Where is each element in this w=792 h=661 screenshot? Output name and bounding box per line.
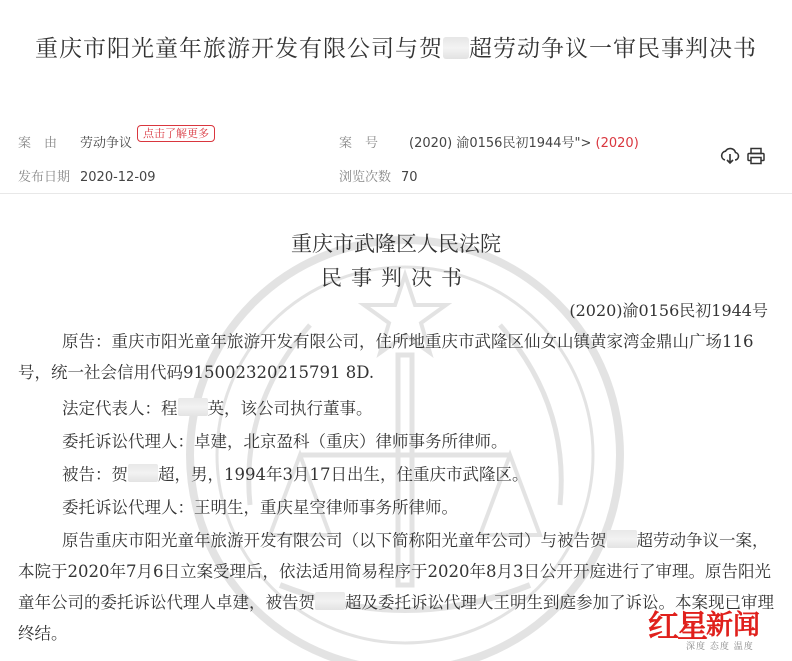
caseno-suffix: (2020) bbox=[595, 136, 639, 151]
title-part-2: 超劳动争议一审民事判决书 bbox=[469, 36, 757, 62]
cause-value: 劳动争议 bbox=[80, 136, 133, 151]
logo-slogan: 深度 态度 温度 bbox=[686, 642, 754, 652]
divider bbox=[0, 193, 792, 194]
legal-rep-b: 英，该公司执行董事。 bbox=[207, 399, 373, 418]
publisher-logo bbox=[648, 601, 788, 657]
caseno-value: (2020) 渝0156民初1944号"> bbox=[409, 136, 592, 151]
redacted-name bbox=[178, 398, 208, 416]
download-icon[interactable] bbox=[720, 146, 740, 166]
redacted-name bbox=[315, 592, 345, 610]
date-label: 发布日期 bbox=[18, 170, 71, 185]
defendant-paragraph bbox=[18, 459, 778, 490]
logo-brand-b: 新闻 bbox=[706, 610, 760, 640]
logo-brand-a: 红星 bbox=[648, 609, 706, 644]
cause-label: 案 由 bbox=[18, 136, 58, 151]
caseno-row bbox=[339, 132, 639, 151]
printer-icon[interactable] bbox=[746, 146, 766, 166]
legal-rep-a: 法定代表人：程 bbox=[62, 399, 178, 418]
cause-row bbox=[18, 132, 132, 151]
court-name: 重庆市武隆区人民法院 bbox=[291, 233, 501, 256]
redacted-name bbox=[607, 530, 637, 548]
date-value: 2020-12-09 bbox=[80, 170, 156, 185]
learn-more-link[interactable]: 点击了解更多 bbox=[137, 125, 215, 142]
plaintiff-agent-paragraph: 委托诉讼代理人：卓建，北京盈科（重庆）律师事务所律师。 bbox=[62, 432, 508, 451]
page-title bbox=[0, 30, 792, 63]
document-type: 民事判决书 bbox=[321, 267, 471, 290]
defendant-b: 超，男，1994年3月17日出生，住重庆市武隆区。 bbox=[158, 465, 529, 484]
redacted-name bbox=[128, 464, 158, 482]
redacted-name bbox=[443, 37, 469, 59]
defendant-agent-paragraph: 委托诉讼代理人：王明生，重庆星空律师事务所律师。 bbox=[62, 498, 458, 517]
date-row bbox=[18, 166, 156, 185]
views-row bbox=[339, 166, 418, 185]
title-part-1: 重庆市阳光童年旅游开发有限公司与贺 bbox=[35, 36, 443, 62]
views-value: 70 bbox=[401, 170, 418, 185]
legal-rep-paragraph bbox=[18, 393, 778, 424]
defendant-a: 被告：贺 bbox=[62, 465, 128, 484]
summary-a: 原告重庆市阳光童年旅游开发有限公司（以下简称阳光童年公司）与被告贺 bbox=[62, 531, 607, 550]
views-label: 浏览次数 bbox=[339, 170, 392, 185]
caseno-label: 案 号 bbox=[339, 136, 379, 151]
plaintiff-paragraph: 原告：重庆市阳光童年旅游开发有限公司，住所地重庆市武隆区仙女山镇黄家湾金鼎山广场116号，统一社会信用代码915002320215791 8D. bbox=[18, 332, 754, 382]
summary-c: 超及委托诉讼代理人王明生到庭参加了诉讼。本案现已审理终结。 bbox=[18, 593, 774, 643]
summary-b: 超劳动争议一案，本院于2020年7月6日立案受理后，依法适用简易程序于2020年8月3日公开开庭进行了审理。原告阳光童年公司的委托诉讼代理人卓建，被告贺 bbox=[18, 531, 771, 612]
document-case-number: (2020)渝0156民初1944号 bbox=[569, 301, 768, 320]
